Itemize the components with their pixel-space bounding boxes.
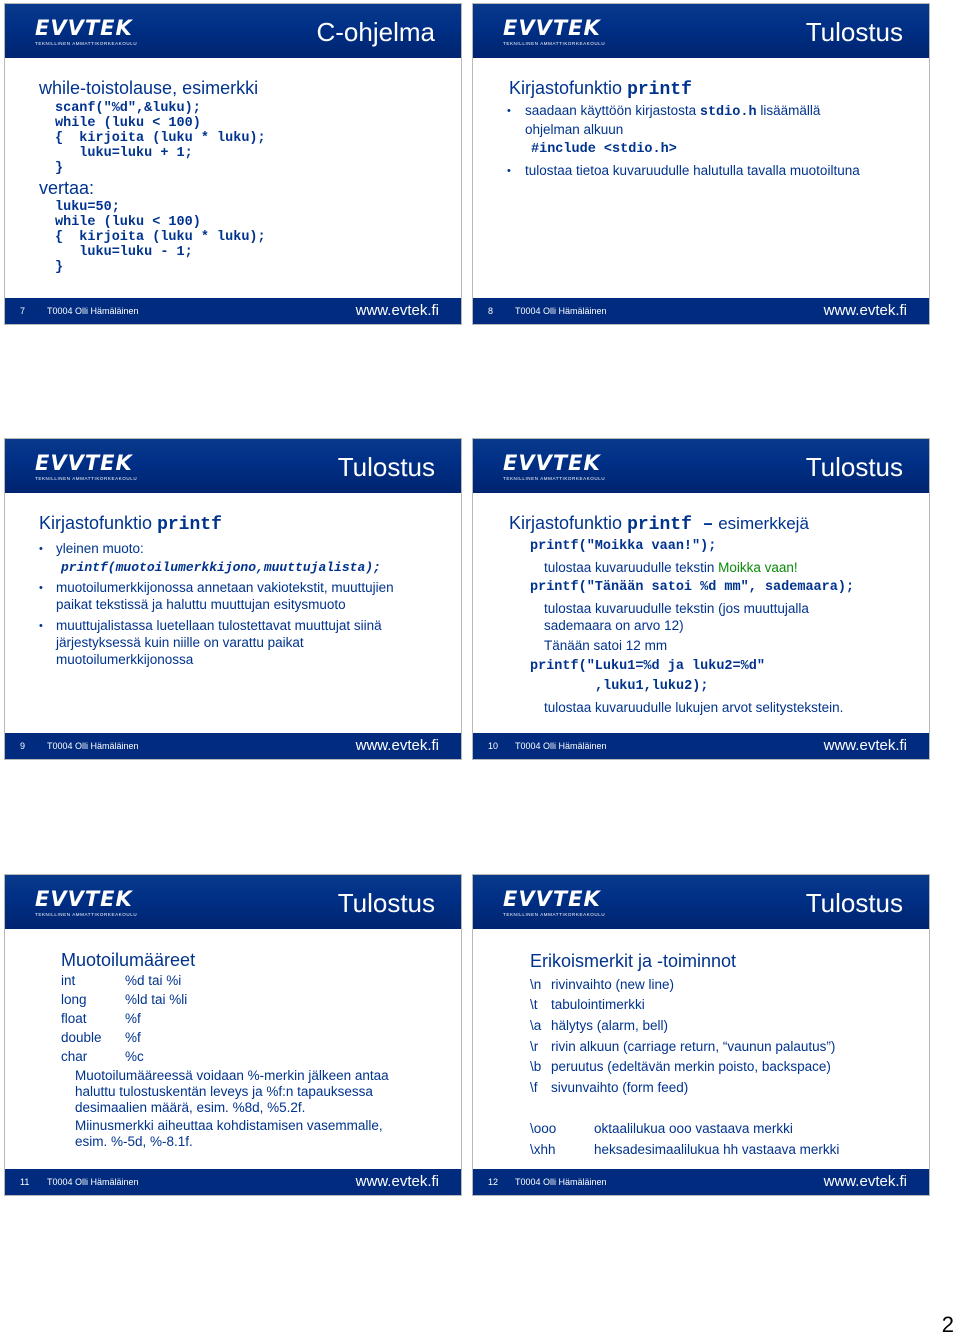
footer-website: www.evtek.fi: [823, 302, 907, 319]
escape-seq: \xhh: [530, 1142, 556, 1157]
note-line: Miinusmerkki aiheuttaa kohdistamisen vasemmalle,: [75, 1118, 383, 1133]
escape-desc: peruutus (edeltävän merkin poisto, backspace): [551, 1059, 831, 1074]
slide-body: [5, 929, 461, 1169]
example-desc: tulostaa kuvaruudulle lukujen arvot selitystekstein.: [544, 700, 844, 715]
inline-code: stdio.h: [699, 105, 757, 120]
slide-header-title: Tulostus: [805, 452, 903, 482]
code-line: scanf("%d",&luku);: [55, 101, 201, 116]
slide-9: [4, 438, 462, 760]
escape-seq: \r: [530, 1039, 539, 1054]
logo-subtitle: TEKNILLINEN AMMATTIKORKEAKOULU: [35, 476, 138, 481]
bullet-text-part: lisäämällä: [756, 103, 821, 118]
escape-desc: sivunvaihto (form feed): [551, 1080, 689, 1095]
slide-number: 12: [488, 1177, 499, 1187]
logo-wordmark: EVVTEK: [35, 451, 133, 475]
example-code: printf("Luku1=%d ja luku2=%d": [530, 659, 765, 674]
logo-wordmark: EVVTEK: [503, 16, 601, 40]
slide-body: [473, 58, 929, 298]
type-format: %f: [125, 1011, 141, 1026]
bullet-icon: •: [507, 105, 511, 117]
bullet-text: yleinen muoto:: [56, 541, 144, 556]
slide-header-title: Tulostus: [805, 17, 903, 47]
logo-wordmark: EVVTEK: [35, 887, 133, 911]
slide-7: [4, 3, 462, 325]
escape-desc: rivinvaihto (new line): [551, 977, 675, 992]
bullet-text-line: ohjelman alkuun: [525, 122, 624, 137]
slide-footer: [473, 298, 929, 324]
evtek-logo: [503, 18, 605, 46]
slide-12: [472, 874, 930, 1196]
example-desc: [544, 560, 798, 576]
escape-desc: tabulointimerkki: [551, 997, 645, 1012]
slide-title: Erikoismerkit ja -toiminnot: [530, 951, 737, 971]
title-code: printf: [157, 515, 222, 535]
bullet-icon: •: [507, 165, 511, 177]
logo-wordmark: EVVTEK: [503, 887, 601, 911]
type-format: %ld tai %li: [125, 992, 188, 1007]
logo-wordmark: EVVTEK: [503, 451, 601, 475]
slide-body: [5, 493, 461, 733]
escape-desc: rivin alkuun (carriage return, “vaunun palautus”): [551, 1039, 836, 1054]
type-format: %d tai %i: [125, 973, 182, 988]
bullet-text-part: saadaan käyttöön kirjastosta: [525, 103, 700, 118]
title-code: printf –: [627, 515, 714, 535]
code-line: { kirjoita (luku * luku);: [55, 230, 266, 245]
slide-body: [5, 58, 461, 298]
bullet-text-line: muotoilumerkkijonossa annetaan vakiotekstit, muuttujien: [56, 580, 394, 595]
bullet-icon: •: [39, 620, 43, 632]
example-output: Tänään satoi 12 mm: [544, 638, 668, 653]
escape-seq: \f: [530, 1080, 538, 1095]
bullet-text-line: muotoilumerkkijonossa: [56, 652, 194, 667]
note-line: desimaalien määrä, esim. %8d, %5.2f.: [75, 1100, 306, 1115]
slide-number: 9: [20, 741, 26, 751]
example-output: Moikka vaan!: [718, 560, 798, 575]
bullet-icon: •: [39, 543, 43, 555]
slide-8: [472, 3, 930, 325]
slide-header-title: Tulostus: [337, 452, 435, 482]
title-text: Kirjastofunktio: [39, 513, 158, 533]
slide-footer: [473, 1169, 929, 1195]
type-format: %f: [125, 1030, 141, 1045]
evtek-logo: [503, 889, 605, 917]
footer-website: www.evtek.fi: [823, 737, 907, 754]
footer-website: www.evtek.fi: [355, 302, 439, 319]
slide-title: Muotoilumääreet: [61, 950, 196, 970]
slide-footer: [5, 1169, 461, 1195]
evtek-logo: [35, 18, 137, 46]
slide-11: [4, 874, 462, 1196]
title-code: printf: [627, 80, 692, 100]
bullet-text-line: järjestyksessä kuin niille on varattu paikat: [56, 635, 304, 650]
type-format: %c: [125, 1049, 144, 1064]
type-name: double: [61, 1030, 102, 1045]
slide-header: [5, 439, 461, 493]
slide-number: 10: [488, 741, 499, 751]
slide-title: while-toistolause, esimerkki: [39, 78, 259, 98]
type-name: long: [61, 992, 87, 1007]
footer-author: T0004 Olli Hämäläinen: [515, 741, 607, 751]
logo-subtitle: TEKNILLINEN AMMATTIKORKEAKOULU: [503, 476, 606, 481]
code-line: while (luku < 100): [55, 116, 201, 131]
slide-header-title: C-ohjelma: [316, 17, 435, 47]
bullet-text-line: muuttujalistassa luetellaan tulostettavat muuttujat siinä: [56, 618, 382, 633]
footer-author: T0004 Olli Hämäläinen: [515, 1177, 607, 1187]
escape-seq: \ooo: [530, 1121, 557, 1136]
example-code: printf("Moikka vaan!");: [530, 539, 717, 554]
type-name: int: [61, 973, 76, 988]
evtek-logo: [35, 453, 137, 481]
slide-title: [39, 512, 222, 536]
code-line: { kirjoita (luku * luku);: [55, 131, 266, 146]
slide-number: 8: [488, 306, 494, 316]
evtek-logo: [35, 889, 137, 917]
footer-author: T0004 Olli Hämäläinen: [47, 306, 139, 316]
escape-seq: \n: [530, 977, 542, 992]
title-tail: esimerkkejä: [713, 514, 809, 533]
bullet-text: [525, 103, 820, 121]
logo-subtitle: TEKNILLINEN AMMATTIKORKEAKOULU: [35, 912, 138, 917]
footer-author: T0004 Olli Hämäläinen: [47, 1177, 139, 1187]
footer-website: www.evtek.fi: [823, 1173, 907, 1190]
bullet-text-line: paikat tekstissä ja haluttu muuttujan esitysmuoto: [56, 597, 346, 612]
escape-desc: hälytys (alarm, bell): [551, 1018, 669, 1033]
title-text: Kirjastofunktio: [509, 78, 628, 98]
example-code: ,luku1,luku2);: [595, 679, 709, 694]
escape-seq: \a: [530, 1018, 542, 1033]
code-line: luku=luku + 1;: [55, 146, 193, 161]
escape-seq: \t: [530, 997, 538, 1012]
code-line: }: [55, 260, 64, 275]
bullet-icon: •: [39, 582, 43, 594]
slide-footer: [5, 733, 461, 759]
note-line: Muotoilumääreessä voidaan %-merkin jälkeen antaa: [75, 1068, 389, 1083]
example-code: printf("Tänään satoi %d mm", sademaara);: [530, 580, 855, 595]
bullet-text: tulostaa tietoa kuvaruudulle halutulla tavalla muotoiltuna: [525, 163, 860, 178]
include-directive: #include <stdio.h>: [531, 142, 677, 157]
footer-author: T0004 Olli Hämäläinen: [515, 306, 607, 316]
code-line: while (luku < 100): [55, 215, 201, 230]
logo-wordmark: EVVTEK: [35, 16, 133, 40]
evtek-logo: [503, 453, 605, 481]
slide-number: 7: [20, 306, 26, 316]
type-name: float: [61, 1011, 87, 1026]
escape-seq: \b: [530, 1059, 542, 1074]
footer-website: www.evtek.fi: [355, 737, 439, 754]
slide-footer: [5, 298, 461, 324]
logo-subtitle: TEKNILLINEN AMMATTIKORKEAKOULU: [503, 41, 606, 46]
syntax-code: printf(muotoilumerkkijono,muuttujalista);: [61, 560, 381, 575]
logo-subtitle: TEKNILLINEN AMMATTIKORKEAKOULU: [35, 41, 138, 46]
slide-title: [509, 512, 809, 536]
example-desc: sademaara on arvo 12): [544, 618, 684, 633]
slide-footer: [473, 733, 929, 759]
code-line: luku=luku - 1;: [55, 245, 193, 260]
slide-header-title: Tulostus: [337, 888, 435, 918]
code-line: }: [55, 161, 64, 176]
footer-website: www.evtek.fi: [355, 1173, 439, 1190]
slide-header-title: Tulostus: [805, 888, 903, 918]
slide-body: [473, 929, 929, 1169]
vertaa-label: vertaa:: [39, 178, 95, 198]
slide-title: [509, 77, 692, 101]
escape-desc: oktaalilukua ooo vastaava merkki: [594, 1121, 793, 1136]
slide-header: [473, 875, 929, 929]
slide-body: [473, 493, 929, 733]
slide-header: [473, 4, 929, 58]
note-line: esim. %-5d, %-8.1f.: [75, 1134, 193, 1149]
slide-10: [472, 438, 930, 760]
footer-author: T0004 Olli Hämäläinen: [47, 741, 139, 751]
slide-header: [5, 4, 461, 58]
example-desc: tulostaa kuvaruudulle tekstin (jos muuttujalla: [544, 601, 809, 616]
escape-desc: heksadesimaalilukua hh vastaava merkki: [594, 1142, 840, 1157]
code-line: luku=50;: [55, 200, 120, 215]
slide-header: [473, 439, 929, 493]
example-desc-text: tulostaa kuvaruudulle tekstin: [544, 560, 719, 575]
title-text: Kirjastofunktio: [509, 513, 628, 533]
type-name: char: [61, 1049, 88, 1064]
slide-number: 11: [20, 1177, 30, 1187]
slide-header: [5, 875, 461, 929]
note-line: haluttu tulostuskentän leveys ja %f:n tapauksessa: [75, 1084, 373, 1099]
logo-subtitle: TEKNILLINEN AMMATTIKORKEAKOULU: [503, 912, 606, 917]
page-number: 2: [941, 1312, 954, 1337]
